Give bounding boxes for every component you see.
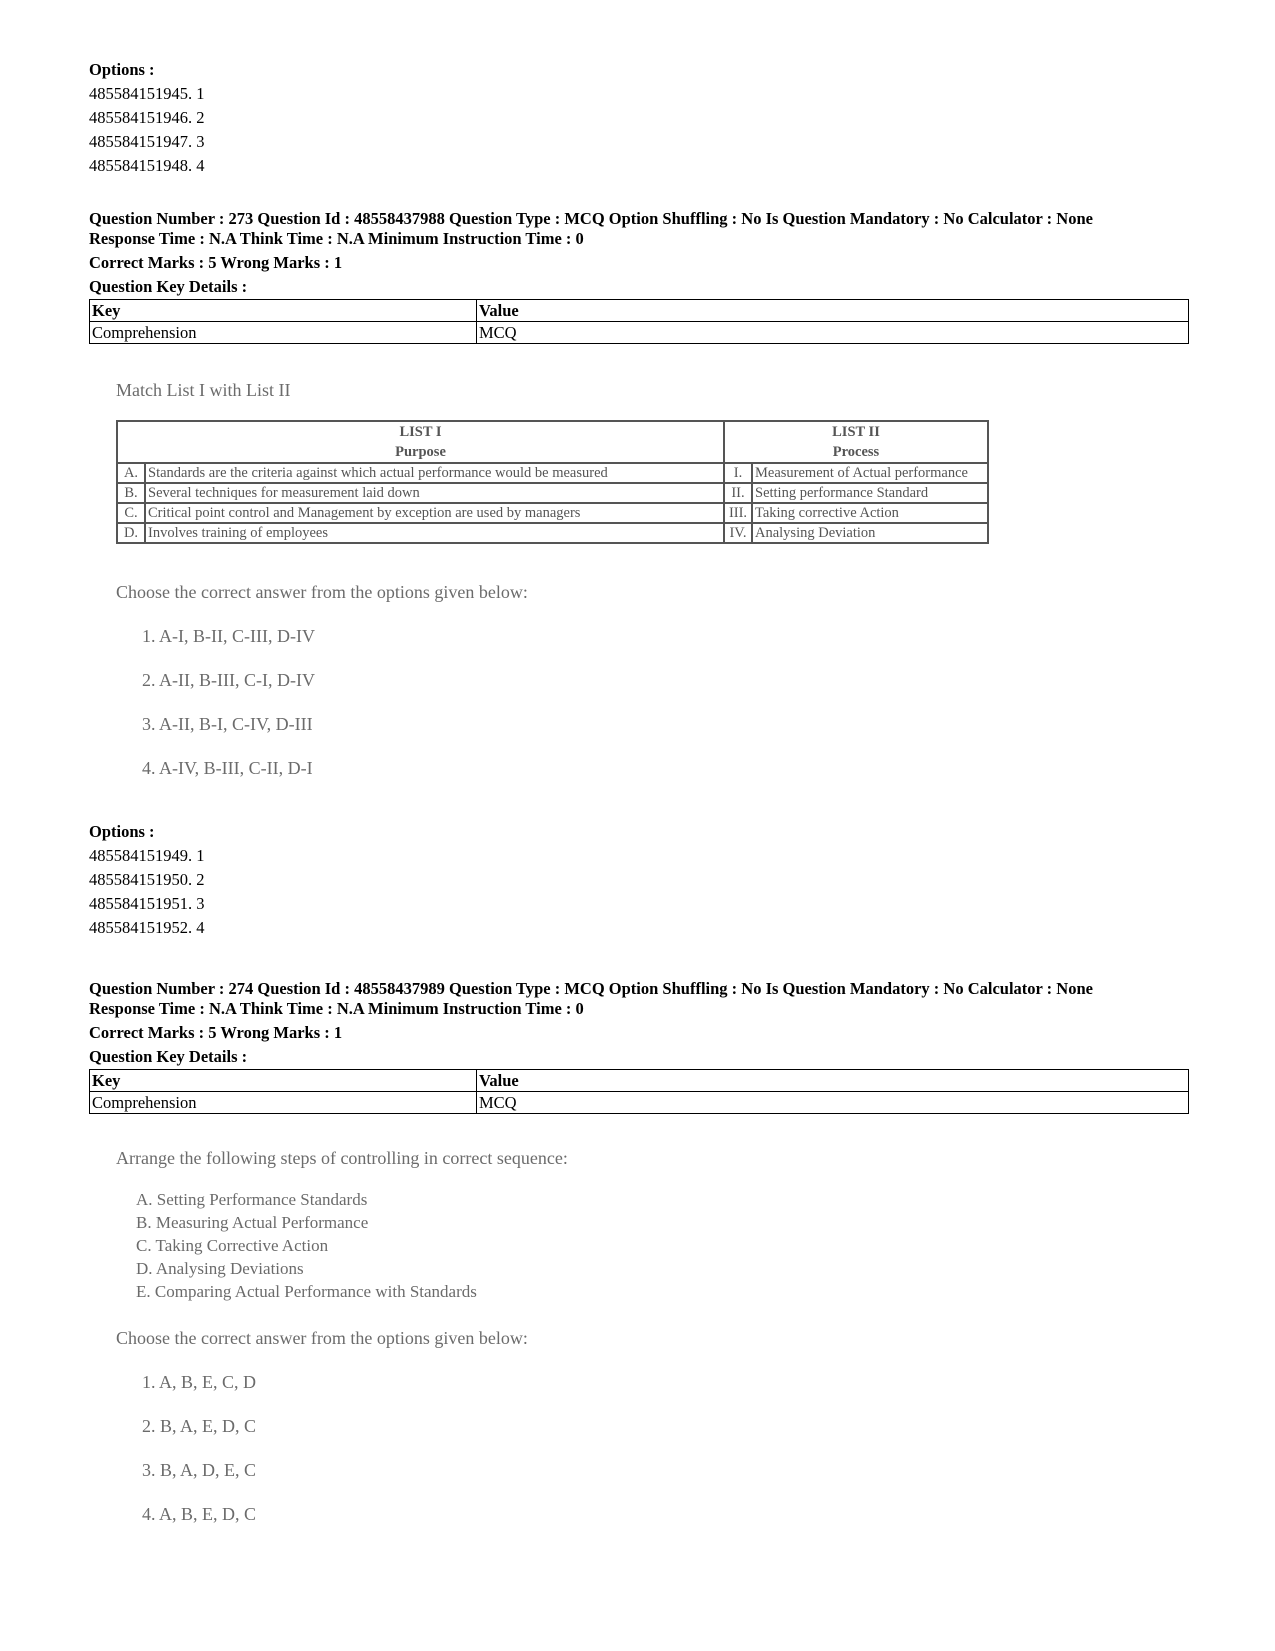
- list1-text: Several techniques for measurement laid down: [145, 483, 724, 503]
- key-details-table: [89, 299, 1189, 344]
- list1-text: Standards are the criteria against which actual performance would be measured: [145, 463, 724, 483]
- list1-title: LIST I: [399, 424, 442, 440]
- question-meta-line: Question Number : 274 Question Id : 48558437989 Question Type : MCQ Option Shuffling : No Is Question Mandatory : No Calculator : None: [89, 979, 1093, 998]
- list2-text: Setting performance Standard: [752, 483, 988, 503]
- step-item: C. Taking Corrective Action: [136, 1236, 329, 1255]
- option-item: 485584151945. 1: [89, 84, 205, 103]
- q274-header: [89, 979, 1189, 1114]
- steps-list: [136, 1188, 477, 1303]
- table-row: [117, 503, 988, 523]
- option-item: 485584151947. 3: [89, 132, 205, 151]
- answer-choice: 3. A-II, B-I, C-IV, D-III: [142, 714, 313, 734]
- match-table: [116, 420, 989, 544]
- list1-label: D.: [117, 523, 145, 543]
- question-meta-line: Question Number : 273 Question Id : 48558437988 Question Type : MCQ Option Shuffling : No Is Question Mandatory : No Calculator : None: [89, 209, 1093, 228]
- choose-instruction: Choose the correct answer from the options given below:: [116, 582, 528, 602]
- q273-question-image: [116, 380, 1016, 800]
- list1-label: A.: [117, 463, 145, 483]
- list1-subtitle: Purpose: [395, 444, 446, 460]
- option-item: 485584151952. 4: [89, 918, 205, 937]
- list1-header: [117, 421, 724, 463]
- question-timing-line: Response Time : N.A Think Time : N.A Minimum Instruction Time : 0: [89, 999, 584, 1018]
- marks-line: Correct Marks : 5 Wrong Marks : 1: [89, 1023, 343, 1042]
- value-header: Value: [477, 1070, 1189, 1092]
- answer-choice: 4. A, B, E, D, C: [142, 1504, 257, 1524]
- options-label: Options :: [89, 60, 155, 79]
- key-details-label: Question Key Details :: [89, 277, 248, 296]
- value-header: Value: [477, 300, 1189, 322]
- q274-question-image: [116, 1148, 1016, 1538]
- answer-choice: 3. B, A, D, E, C: [142, 1460, 257, 1480]
- marks-line: Correct Marks : 5 Wrong Marks : 1: [89, 253, 343, 272]
- list2-header: [724, 421, 988, 463]
- key-header: Key: [90, 300, 477, 322]
- question-timing-line: Response Time : N.A Think Time : N.A Minimum Instruction Time : 0: [89, 229, 584, 248]
- list2-label: I.: [724, 463, 752, 483]
- value-cell: MCQ: [477, 1092, 1189, 1114]
- key-header: Key: [90, 1070, 477, 1092]
- step-item: E. Comparing Actual Performance with Standards: [136, 1282, 477, 1301]
- list1-label: B.: [117, 483, 145, 503]
- key-cell: Comprehension: [90, 1092, 477, 1114]
- table-row: [117, 483, 988, 503]
- option-item: 485584151949. 1: [89, 846, 205, 865]
- list1-text: Involves training of employees: [145, 523, 724, 543]
- q273-options-section: [89, 820, 1189, 940]
- option-item: 485584151950. 2: [89, 870, 205, 889]
- step-item: D. Analysing Deviations: [136, 1259, 304, 1278]
- list2-text: Taking corrective Action: [752, 503, 988, 523]
- list2-label: III.: [724, 503, 752, 523]
- question-intro: Arrange the following steps of controlling in correct sequence:: [116, 1148, 568, 1168]
- prev-options-section: [89, 58, 1189, 178]
- option-item: 485584151946. 2: [89, 108, 205, 127]
- list2-title: LIST II: [832, 424, 880, 440]
- question-intro: Match List I with List II: [116, 380, 291, 400]
- answer-choice: 1. A-I, B-II, C-III, D-IV: [142, 626, 315, 646]
- list2-label: IV.: [724, 523, 752, 543]
- key-details-label: Question Key Details :: [89, 1047, 248, 1066]
- options-label: Options :: [89, 822, 155, 841]
- q273-header: [89, 209, 1189, 344]
- step-item: B. Measuring Actual Performance: [136, 1213, 369, 1232]
- answer-choice: 1. A, B, E, C, D: [142, 1372, 257, 1392]
- list2-subtitle: Process: [832, 444, 880, 460]
- choose-instruction: Choose the correct answer from the options given below:: [116, 1328, 528, 1348]
- value-cell: MCQ: [477, 322, 1189, 344]
- option-item: 485584151951. 3: [89, 894, 205, 913]
- answer-choice: 2. A-II, B-III, C-I, D-IV: [142, 670, 315, 690]
- list2-text: Measurement of Actual performance: [752, 463, 988, 483]
- step-item: A. Setting Performance Standards: [136, 1190, 368, 1209]
- option-item: 485584151948. 4: [89, 156, 205, 175]
- list1-text: Critical point control and Management by exception are used by managers: [145, 503, 724, 523]
- list2-label: II.: [724, 483, 752, 503]
- answer-choice: 4. A-IV, B-III, C-II, D-I: [142, 758, 313, 778]
- key-cell: Comprehension: [90, 322, 477, 344]
- list1-label: C.: [117, 503, 145, 523]
- answer-choice: 2. B, A, E, D, C: [142, 1416, 257, 1436]
- table-row: [117, 463, 988, 483]
- list2-text: Analysing Deviation: [752, 523, 988, 543]
- key-details-table: [89, 1069, 1189, 1114]
- table-row: [117, 523, 988, 543]
